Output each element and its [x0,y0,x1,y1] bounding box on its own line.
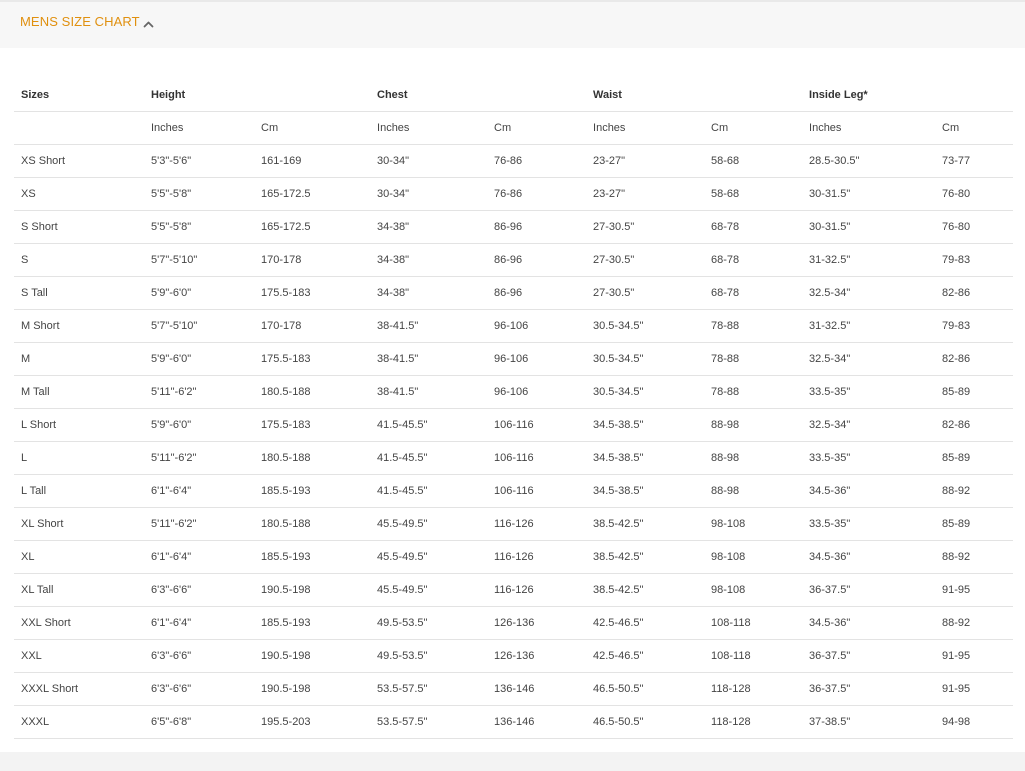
cell-waist-inches: 42.5-46.5" [586,640,704,673]
table-row [14,343,1013,376]
cell-height-cm: 175.5-183 [254,409,370,442]
cell-inside-leg-inches: 31-32.5" [802,310,935,343]
cell-chest-cm: 96-106 [487,343,586,376]
cell-height-cm: 165-172.5 [254,211,370,244]
cell-inside-leg-cm: 82-86 [935,277,1013,310]
cell-chest-cm: 76-86 [487,145,586,178]
cell-size: M [14,343,144,376]
cell-waist-inches: 34.5-38.5" [586,442,704,475]
cell-chest-cm: 96-106 [487,376,586,409]
table-row [14,277,1013,310]
cell-inside-leg-inches: 36-37.5" [802,640,935,673]
header-chest: Chest [370,79,586,112]
cell-height-inches: 6'3"-6'6" [144,640,254,673]
table-row [14,310,1013,343]
cell-size: M Short [14,310,144,343]
cell-height-inches: 5'11"-6'2" [144,442,254,475]
cell-height-inches: 6'5"-6'8" [144,706,254,739]
cell-inside-leg-inches: 30-31.5" [802,211,935,244]
cell-height-cm: 161-169 [254,145,370,178]
cell-waist-inches: 27-30.5" [586,244,704,277]
cell-chest-inches: 30-34" [370,178,487,211]
cell-waist-cm: 108-118 [704,640,802,673]
cell-chest-cm: 106-116 [487,409,586,442]
unit-header-blank [14,112,144,145]
cell-height-inches: 6'1"-6'4" [144,541,254,574]
page-footer-band [0,752,1025,771]
table-row [14,244,1013,277]
cell-inside-leg-cm: 79-83 [935,244,1013,277]
cell-waist-inches: 38.5-42.5" [586,541,704,574]
cell-size: L Tall [14,475,144,508]
cell-chest-inches: 34-38" [370,244,487,277]
size-table-body [14,145,1013,739]
cell-chest-inches: 38-41.5" [370,310,487,343]
table-row [14,640,1013,673]
unit-header-height-inches: Inches [144,112,254,145]
cell-waist-cm: 78-88 [704,376,802,409]
cell-waist-cm: 118-128 [704,706,802,739]
cell-height-inches: 5'5"-5'8" [144,211,254,244]
cell-size: XS [14,178,144,211]
cell-height-cm: 180.5-188 [254,376,370,409]
cell-waist-inches: 38.5-42.5" [586,574,704,607]
cell-inside-leg-inches: 33.5-35" [802,508,935,541]
cell-height-inches: 6'1"-6'4" [144,475,254,508]
group-header-row [14,79,1013,112]
cell-waist-cm: 108-118 [704,607,802,640]
unit-header-chest-cm: Cm [487,112,586,145]
cell-inside-leg-inches: 36-37.5" [802,574,935,607]
unit-header-waist-inches: Inches [586,112,704,145]
cell-waist-cm: 88-98 [704,409,802,442]
cell-inside-leg-inches: 28.5-30.5" [802,145,935,178]
cell-inside-leg-inches: 31-32.5" [802,244,935,277]
cell-waist-cm: 58-68 [704,178,802,211]
size-chart-panel [0,48,1025,752]
cell-height-inches: 5'9"-6'0" [144,343,254,376]
table-row [14,178,1013,211]
cell-chest-cm: 126-136 [487,607,586,640]
cell-inside-leg-inches: 33.5-35" [802,442,935,475]
cell-chest-inches: 49.5-53.5" [370,607,487,640]
cell-chest-cm: 126-136 [487,640,586,673]
cell-height-inches: 6'3"-6'6" [144,673,254,706]
cell-inside-leg-inches: 34.5-36" [802,541,935,574]
cell-size: L Short [14,409,144,442]
header-inside-leg: Inside Leg* [802,79,1013,112]
cell-inside-leg-inches: 32.5-34" [802,409,935,442]
cell-height-cm: 165-172.5 [254,178,370,211]
cell-chest-cm: 136-146 [487,673,586,706]
cell-inside-leg-inches: 30-31.5" [802,178,935,211]
cell-chest-inches: 38-41.5" [370,376,487,409]
cell-chest-cm: 96-106 [487,310,586,343]
cell-waist-inches: 23-27" [586,178,704,211]
header-sizes: Sizes [14,79,144,112]
cell-size: XL Tall [14,574,144,607]
cell-height-cm: 180.5-188 [254,442,370,475]
cell-chest-cm: 106-116 [487,475,586,508]
table-row [14,376,1013,409]
cell-waist-cm: 118-128 [704,673,802,706]
table-row [14,574,1013,607]
cell-inside-leg-cm: 79-83 [935,310,1013,343]
cell-waist-cm: 88-98 [704,475,802,508]
cell-size: XL Short [14,508,144,541]
table-row [14,508,1013,541]
cell-inside-leg-cm: 88-92 [935,607,1013,640]
cell-waist-cm: 68-78 [704,244,802,277]
cell-inside-leg-cm: 88-92 [935,541,1013,574]
cell-waist-cm: 98-108 [704,541,802,574]
unit-header-chest-inches: Inches [370,112,487,145]
cell-height-cm: 170-178 [254,244,370,277]
cell-chest-cm: 106-116 [487,442,586,475]
cell-waist-inches: 46.5-50.5" [586,706,704,739]
cell-inside-leg-cm: 82-86 [935,409,1013,442]
cell-chest-cm: 116-126 [487,508,586,541]
table-row [14,607,1013,640]
cell-inside-leg-cm: 91-95 [935,640,1013,673]
cell-waist-inches: 46.5-50.5" [586,673,704,706]
size-chart-table [14,79,1013,739]
unit-header-row [14,112,1013,145]
cell-chest-inches: 41.5-45.5" [370,409,487,442]
cell-inside-leg-inches: 32.5-34" [802,277,935,310]
size-chart-accordion-header[interactable] [0,0,1025,48]
table-row [14,541,1013,574]
chevron-up-icon[interactable] [143,19,154,30]
cell-chest-inches: 41.5-45.5" [370,475,487,508]
cell-waist-inches: 30.5-34.5" [586,343,704,376]
cell-size: XXL Short [14,607,144,640]
cell-size: S Tall [14,277,144,310]
header-waist: Waist [586,79,802,112]
cell-height-inches: 5'9"-6'0" [144,277,254,310]
cell-height-cm: 185.5-193 [254,541,370,574]
cell-height-inches: 5'5"-5'8" [144,178,254,211]
cell-height-cm: 175.5-183 [254,343,370,376]
cell-chest-inches: 38-41.5" [370,343,487,376]
cell-inside-leg-cm: 91-95 [935,574,1013,607]
cell-waist-cm: 98-108 [704,508,802,541]
cell-inside-leg-cm: 82-86 [935,343,1013,376]
cell-chest-inches: 45.5-49.5" [370,541,487,574]
cell-height-inches: 5'11"-6'2" [144,376,254,409]
table-row [14,475,1013,508]
table-row [14,673,1013,706]
cell-waist-cm: 58-68 [704,145,802,178]
cell-chest-inches: 45.5-49.5" [370,508,487,541]
cell-size: XL [14,541,144,574]
cell-height-inches: 6'1"-6'4" [144,607,254,640]
table-row [14,442,1013,475]
cell-inside-leg-inches: 33.5-35" [802,376,935,409]
cell-chest-inches: 30-34" [370,145,487,178]
unit-header-waist-cm: Cm [704,112,802,145]
cell-height-cm: 170-178 [254,310,370,343]
cell-height-cm: 195.5-203 [254,706,370,739]
cell-height-inches: 5'9"-6'0" [144,409,254,442]
cell-chest-inches: 49.5-53.5" [370,640,487,673]
cell-height-cm: 185.5-193 [254,607,370,640]
table-row [14,706,1013,739]
cell-chest-cm: 116-126 [487,574,586,607]
cell-chest-inches: 45.5-49.5" [370,574,487,607]
cell-inside-leg-cm: 76-80 [935,211,1013,244]
unit-header-height-cm: Cm [254,112,370,145]
cell-waist-inches: 34.5-38.5" [586,409,704,442]
cell-chest-cm: 136-146 [487,706,586,739]
cell-inside-leg-cm: 76-80 [935,178,1013,211]
cell-height-cm: 185.5-193 [254,475,370,508]
cell-chest-inches: 53.5-57.5" [370,673,487,706]
cell-chest-cm: 76-86 [487,178,586,211]
header-height: Height [144,79,370,112]
cell-chest-cm: 116-126 [487,541,586,574]
cell-waist-cm: 98-108 [704,574,802,607]
cell-waist-cm: 88-98 [704,442,802,475]
cell-waist-cm: 78-88 [704,310,802,343]
cell-height-cm: 190.5-198 [254,673,370,706]
cell-height-cm: 190.5-198 [254,640,370,673]
unit-header-inside-leg-inches: Inches [802,112,935,145]
cell-height-inches: 5'7"-5'10" [144,244,254,277]
cell-size: XXXL Short [14,673,144,706]
cell-size: XXL [14,640,144,673]
cell-height-inches: 5'7"-5'10" [144,310,254,343]
cell-inside-leg-cm: 85-89 [935,376,1013,409]
cell-waist-cm: 78-88 [704,343,802,376]
cell-height-cm: 190.5-198 [254,574,370,607]
cell-chest-inches: 41.5-45.5" [370,442,487,475]
table-row [14,211,1013,244]
cell-chest-inches: 53.5-57.5" [370,706,487,739]
cell-size: XS Short [14,145,144,178]
cell-chest-inches: 34-38" [370,277,487,310]
cell-height-cm: 180.5-188 [254,508,370,541]
cell-inside-leg-inches: 37-38.5" [802,706,935,739]
cell-size: M Tall [14,376,144,409]
cell-waist-inches: 27-30.5" [586,211,704,244]
accordion-title: MENS SIZE CHART [20,14,140,29]
cell-inside-leg-cm: 94-98 [935,706,1013,739]
cell-inside-leg-cm: 88-92 [935,475,1013,508]
cell-waist-cm: 68-78 [704,277,802,310]
table-row [14,409,1013,442]
cell-chest-cm: 86-96 [487,277,586,310]
cell-height-inches: 6'3"-6'6" [144,574,254,607]
cell-height-inches: 5'11"-6'2" [144,508,254,541]
cell-inside-leg-inches: 32.5-34" [802,343,935,376]
cell-waist-cm: 68-78 [704,211,802,244]
cell-height-inches: 5'3"-5'6" [144,145,254,178]
cell-waist-inches: 42.5-46.5" [586,607,704,640]
cell-size: S Short [14,211,144,244]
cell-waist-inches: 23-27" [586,145,704,178]
cell-size: S [14,244,144,277]
cell-size: XXXL [14,706,144,739]
cell-waist-inches: 30.5-34.5" [586,376,704,409]
cell-waist-inches: 30.5-34.5" [586,310,704,343]
cell-inside-leg-cm: 73-77 [935,145,1013,178]
cell-size: L [14,442,144,475]
cell-inside-leg-inches: 34.5-36" [802,607,935,640]
cell-waist-inches: 34.5-38.5" [586,475,704,508]
cell-inside-leg-cm: 85-89 [935,442,1013,475]
cell-waist-inches: 27-30.5" [586,277,704,310]
unit-header-inside-leg-cm: Cm [935,112,1013,145]
cell-height-cm: 175.5-183 [254,277,370,310]
cell-inside-leg-cm: 85-89 [935,508,1013,541]
cell-chest-cm: 86-96 [487,244,586,277]
cell-chest-cm: 86-96 [487,211,586,244]
table-row [14,145,1013,178]
cell-waist-inches: 38.5-42.5" [586,508,704,541]
cell-inside-leg-inches: 36-37.5" [802,673,935,706]
cell-inside-leg-inches: 34.5-36" [802,475,935,508]
cell-chest-inches: 34-38" [370,211,487,244]
cell-inside-leg-cm: 91-95 [935,673,1013,706]
